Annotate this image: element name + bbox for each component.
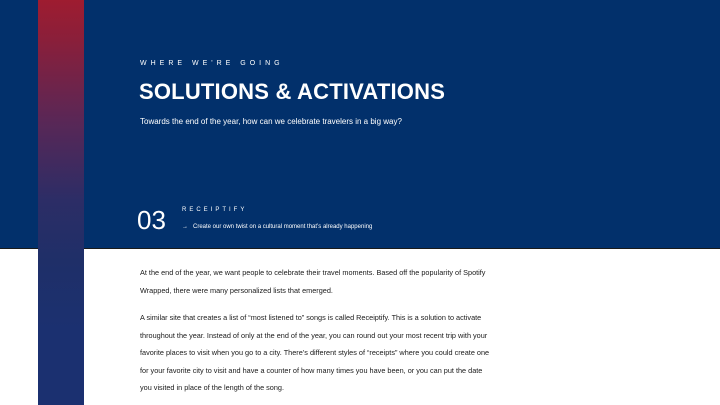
body-paragraph-1: At the end of the year, we want people to celebrate their travel moments. Based off the popularity of Spotify Wrapped, there were many personalized lists that emerged. bbox=[140, 268, 486, 295]
section-note-text: Create our own twist on a cultural moment that’s already happening bbox=[193, 224, 373, 230]
eyebrow-label: WHERE WE'RE GOING bbox=[140, 60, 284, 67]
section-label: RECEIPTIFY bbox=[182, 207, 248, 213]
section-number: 03 bbox=[137, 205, 166, 235]
page-subtitle: Towards the end of the year, how can we celebrate travelers in a big way? bbox=[140, 117, 402, 126]
arrow-right-icon: → bbox=[182, 224, 188, 230]
body-paragraph-2: A similar site that creates a list of “most listened to” songs is called Receiptify. This is a solution to activate throughout the year. Instead of only at the end of the year, you can round out your most recent trip with your favorite places to visit when you go to a city. There’s different styles of “receipts” where you could create one for your favorite city to visit and have a counter of how many times you have been, or you can put the date you visited in place of the length of the song. bbox=[140, 313, 490, 392]
section-note bbox=[182, 224, 372, 230]
accent-stripe bbox=[38, 0, 84, 405]
page-title: SOLUTIONS & ACTIVATIONS bbox=[139, 79, 446, 104]
